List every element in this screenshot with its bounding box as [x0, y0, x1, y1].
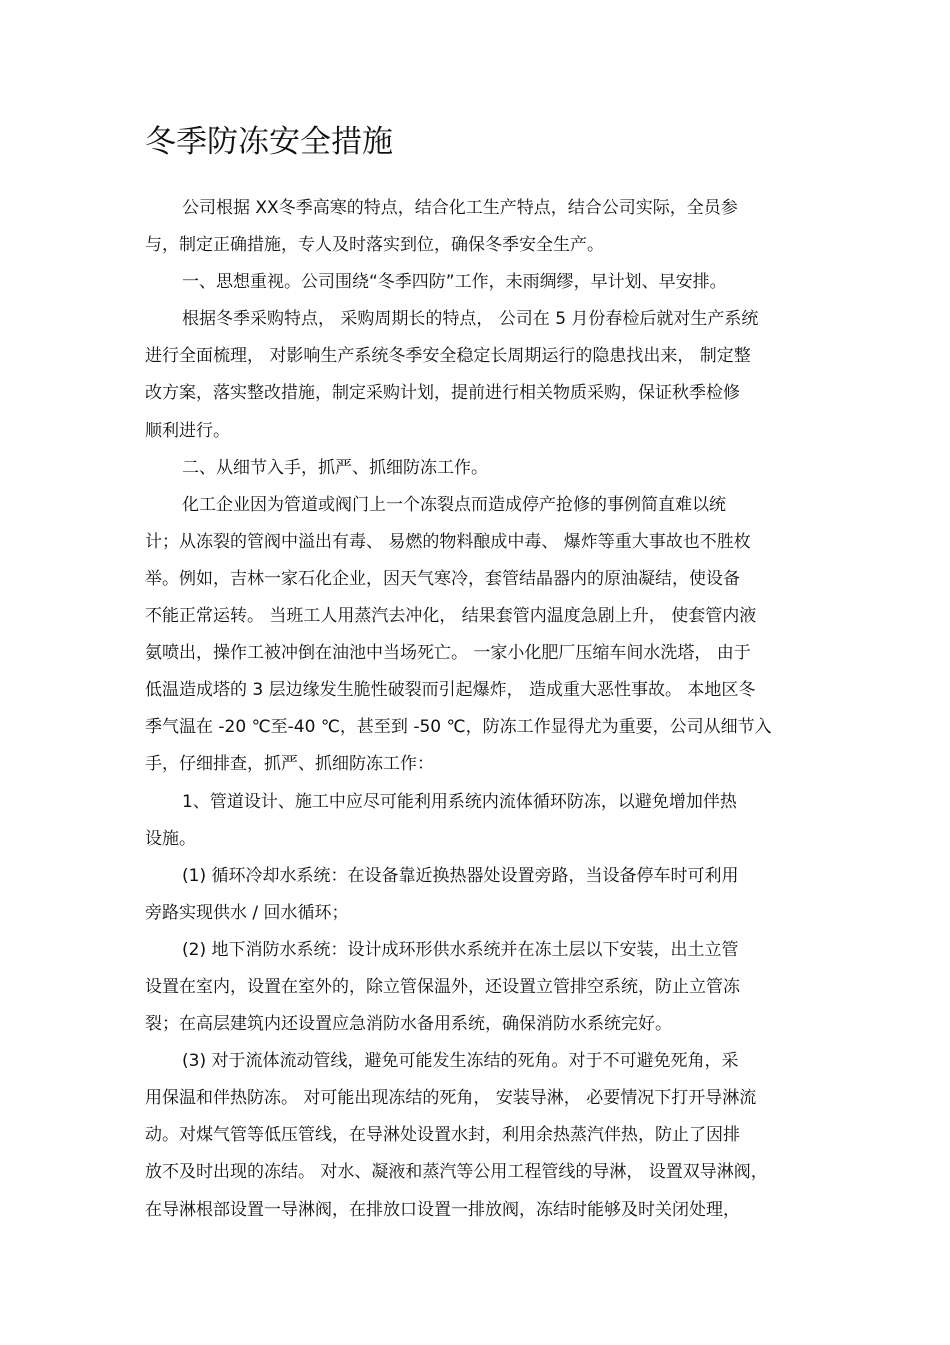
text-line: 用保温和伴热防冻。 对可能出现冻结的死角， 安装导淋， 必要情况下打开导淋流 — [145, 1088, 757, 1109]
text-line: 在导淋根部设置一导淋阀，在排放口设置一排放阀，冻结时能够及时关闭处理， — [145, 1199, 740, 1220]
text-line: 旁路实现供水 / 回水循环； — [145, 902, 349, 923]
text-line: 1、管道设计、施工中应尽可能利用系统内流体循环防冻，以避免增加伴热 — [182, 791, 737, 812]
text-line: 一、思想重视。公司围绕“冬季四防”工作，未雨绸缪，早计划、早安排。 — [182, 272, 727, 293]
text-line: 二、从细节入手，抓严、抓细防冻工作。 — [182, 457, 488, 478]
text-line: 根据冬季采购特点， 采购周期长的特点， 公司在 5 月份春检后就对生产系统 — [182, 309, 759, 330]
text-line: 放不及时出现的冻结。 对水、凝液和蒸汽等公用工程管线的导淋， 设置双导淋阀， — [145, 1162, 768, 1183]
text-line: 计；从冻裂的管阀中溢出有毒、 易燃的物料酿成中毒、 爆炸等重大事故也不胜枚 — [145, 531, 751, 552]
text-line: 公司根据 XX冬季高寒的特点，结合化工生产特点，结合公司实际，全员参 — [182, 198, 738, 218]
text-line: (3) 对于流体流动管线，避免可能发生冻结的死角。对于不可避免死角，采 — [182, 1051, 739, 1072]
text-line: 顺利进行。 — [145, 420, 230, 441]
text-line: (2) 地下消防水系统：设计成环形供水系统并在冻土层以下安装，出土立管 — [182, 939, 739, 960]
text-line: 改方案，落实整改措施，制定采购计划，提前进行相关物质采购，保证秋季检修 — [145, 383, 740, 404]
text-line: 进行全面梳理， 对影响生产系统冬季安全稳定长周期运行的隐患找出来， 制定整 — [145, 346, 751, 367]
text-line: 裂；在高层建筑内还设置应急消防水备用系统，确保消防水系统完好。 — [145, 1014, 672, 1035]
text-line: 不能正常运转。 当班工人用蒸汽去冲化， 结果套管内温度急剧上升， 使套管内液 — [145, 606, 757, 627]
text-line: 设置在室内，设置在室外的，除立管保温外，还设置立管排空系统，防止立管冻 — [145, 976, 740, 997]
text-line: 低温造成塔的 3 层边缘发生脆性破裂而引起爆炸， 造成重大恶性事故。 本地区冬 — [145, 680, 756, 701]
text-line: 动。对煤气管等低压管线，在导淋处设置水封，利用余热蒸汽伴热，防止了因排 — [145, 1125, 740, 1146]
text-line: 化工企业因为管道或阀门上一个冻裂点而造成停产抢修的事例简直难以统 — [182, 494, 726, 515]
text-line: 氨喷出，操作工被冲倒在油池中当场死亡。 一家小化肥厂压缩车间水洗塔， 由于 — [145, 643, 751, 664]
text-line: 手，仔细排查，抓严、抓细防冻工作： — [145, 754, 434, 775]
text-line: 举。例如，吉林一家石化企业，因天气寒冷，套管结晶器内的原油凝结，使设备 — [145, 568, 740, 589]
text-line: (1) 循环冷却水系统：在设备靠近换热器处设置旁路，当设备停车时可利用 — [182, 865, 739, 886]
text-line: 季气温在 -20 ℃至-40 ℃，甚至到 -50 ℃，防冻工作显得尤为重要，公司从细节入 — [145, 717, 772, 738]
text-line: 与，制定正确措施，专人及时落实到位，确保冬季安全生产。 — [145, 235, 604, 256]
document-title: 冬季防冻安全措施 — [145, 124, 393, 160]
document-body — [145, 190, 825, 1229]
text-line: 设施。 — [145, 828, 196, 849]
